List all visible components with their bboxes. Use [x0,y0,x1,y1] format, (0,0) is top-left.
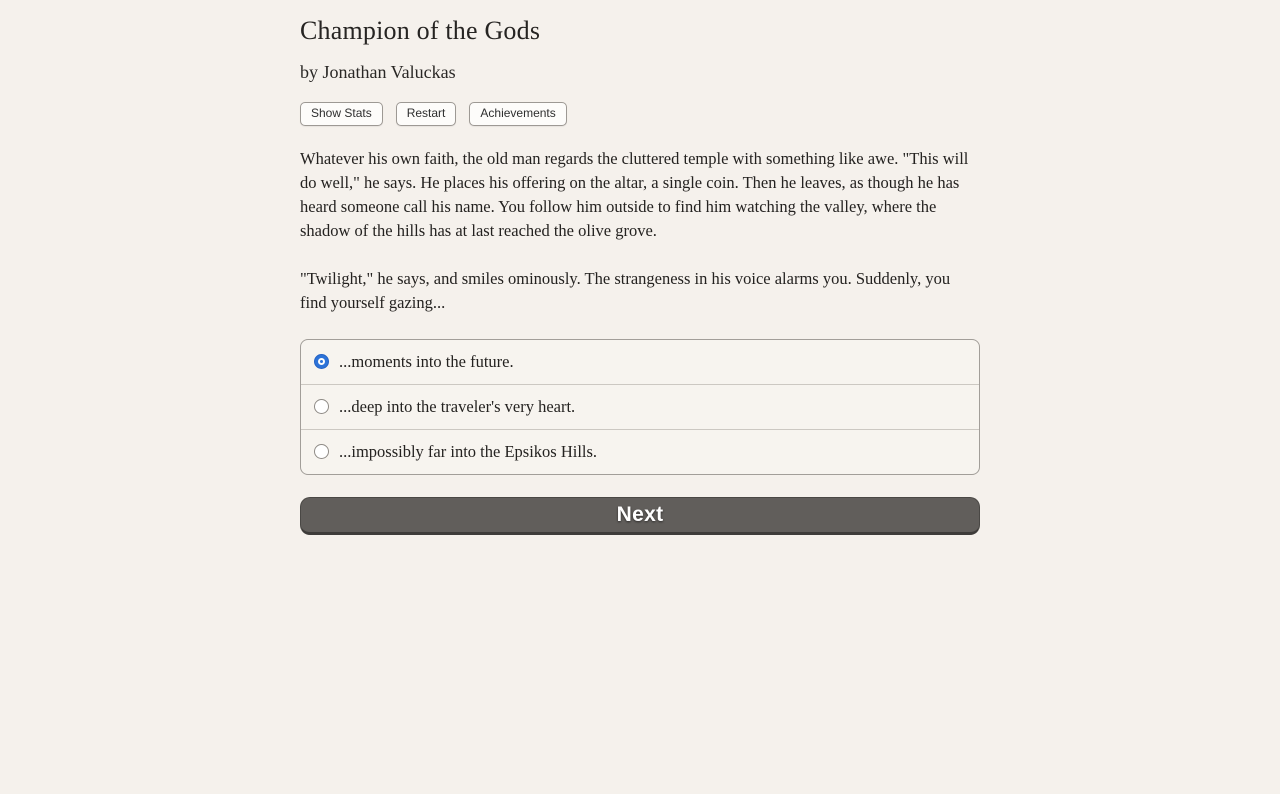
next-button[interactable]: Next [300,497,980,535]
page-title: Champion of the Gods [300,16,541,45]
choice-label: ...moments into the future. [339,351,514,371]
choice-group [300,339,980,475]
game-page [300,0,980,535]
choice-option-2[interactable] [301,384,979,429]
story-text [300,147,980,315]
radio-button[interactable] [314,399,329,414]
radio-button[interactable] [314,354,329,369]
radio-button[interactable] [314,444,329,459]
bottom-edge-strip [0,794,1280,800]
story-paragraph: Whatever his own faith, the old man regards the cluttered temple with something like awe. "This will do well," he says. He places his offering on the altar, a single coin. Then he leaves, as though he has heard someone call his name. You follow him outside to find him watching the valley, where the shadow of the hills has at last reached the olive grove. [300,148,969,240]
story-paragraph: "Twilight," he says, and smiles ominously. The strangeness in his voice alarms you. Suddenly, you find yourself gazing... [300,268,951,312]
choice-label: ...impossibly far into the Epsikos Hills. [339,441,598,461]
achievements-button[interactable]: Achievements [469,102,566,125]
restart-button[interactable]: Restart [396,102,457,125]
choice-option-1[interactable] [301,340,979,384]
author-byline: by Jonathan Valuckas [300,61,456,82]
choice-option-3[interactable] [301,429,979,474]
toolbar [300,102,980,125]
show-stats-button[interactable]: Show Stats [300,102,383,125]
choice-label: ...deep into the traveler's very heart. [339,396,576,416]
